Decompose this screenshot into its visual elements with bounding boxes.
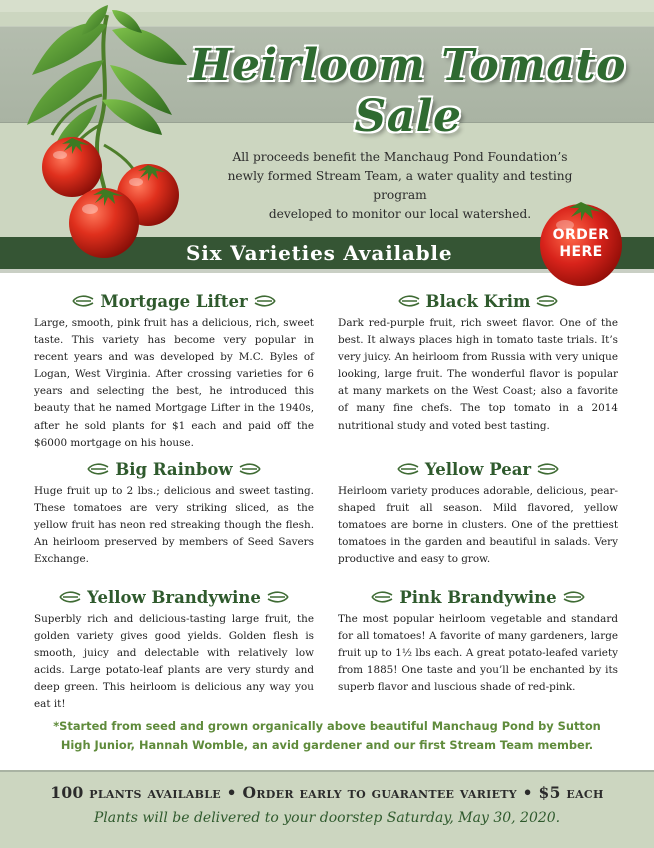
order-here-label[interactable] <box>537 227 625 261</box>
variety-yellow-brandywine <box>34 586 314 714</box>
tomato-plant-illustration <box>12 5 202 263</box>
variety-name: Yellow Brandywine <box>87 587 261 607</box>
variety-description: Heirloom variety produces adorable, delicious, pear-shaped fruit all season. Mild flavored, yellow tomatoes are borne in clusters. One of the prettiest tomatoes in the garden and beautiful in salads. Very productive and easy to grow. <box>338 485 618 566</box>
leaf-flourish-icon <box>254 295 276 307</box>
pricing-line: 100 plants available • Order early to guarantee variety • $5 each <box>50 783 604 802</box>
variety-description: Huge fruit up to 2 lbs.; delicious and sweet tasting. These tomatoes are very striking sliced, as the yellow fruit has neon red streaking though the flesh. An heirloom preserved by members of Seed Savers Exchange. <box>34 485 314 566</box>
variety-black-krim <box>338 290 618 435</box>
order-here-line1[interactable]: ORDER <box>552 227 610 243</box>
variety-heading <box>338 290 618 312</box>
leaf-flourish-icon <box>267 591 289 603</box>
leaf-flourish-icon <box>536 295 558 307</box>
leaf-flourish-icon <box>371 591 393 603</box>
variety-pink-brandywine <box>338 586 618 696</box>
variety-description: Large, smooth, pink fruit has a delicious, rich, sweet taste. This variety has become very popular in recent years and was developed by M.C. Byles of Logan, West Virginia. After crossing varieties for 6 years and selecting the best, he introduced this beauty that he named Mortgage Lifter in the 1940s, after he sold plants for $1 each and paid off the $6000 mortgage on his house. <box>34 317 314 449</box>
variety-mortgage-lifter <box>34 290 314 452</box>
leaf-flourish-icon <box>59 591 81 603</box>
variety-heading <box>34 290 314 312</box>
leaf-flourish-icon <box>239 463 261 475</box>
benefit-line: All proceeds benefit the Manchaug Pond Foundation’s <box>232 150 568 164</box>
order-here-line2[interactable]: HERE <box>559 244 603 260</box>
footer-rule <box>0 770 654 772</box>
variety-name: Yellow Pear <box>424 459 532 479</box>
delivery-line: Plants will be delivered to your doorstep Saturday, May 30, 2020. <box>93 810 561 826</box>
variety-name: Mortgage Lifter <box>100 291 248 311</box>
variety-description: The most popular heirloom vegetable and standard for all tomatoes! A favorite of many gardeners, large fruit up to 1½ lbs each. A great potato-leafed variety from 1885! One taste and you’ll be enchanted by its superb flavor and luscious shade of red-pink. <box>338 613 618 694</box>
variety-heading <box>34 458 314 480</box>
footer <box>0 770 654 848</box>
leaf-flourish-icon <box>72 295 94 307</box>
benefit-line: developed to monitor our local watershed. <box>268 207 532 221</box>
benefit-line: newly formed Stream Team, a water quality and testing program <box>227 169 573 202</box>
leaf-flourish-icon <box>563 591 585 603</box>
variety-heading <box>34 586 314 608</box>
variety-description: Dark red-purple fruit, rich sweet flavor. One of the best. It always places high in tomato taste trials. It’s very juicy. An heirloom from Russia with very unique looking, large fruit. The wonderful flavor is popular at many markets on the West Coast; also a favorite of many fine chefs. The top tomato in a 2014 nutritional study and voted best tasting. <box>338 317 618 432</box>
variety-name: Big Rainbow <box>115 459 233 479</box>
variety-heading <box>338 586 618 608</box>
variety-description: Superbly rich and delicious-tasting large fruit, the golden variety gives good yields. Golden flesh is smooth, juicy and delectable with relatively low acids. Large potato-leaf plants are very sturdy and deep green. This heirloom is delicious any way you eat it! <box>34 613 314 711</box>
leaf-flourish-icon <box>537 463 559 475</box>
grower-footnote: *Started from seed and grown organically above beautiful Manchaug Pond by Sutton High Junior, Hannah Womble, an avid gardener and our first Stream Team member. <box>53 719 601 752</box>
varieties-banner-text: Six Varieties Available <box>186 241 453 265</box>
variety-name: Pink Brandywine <box>399 587 557 607</box>
leaf-flourish-icon <box>398 295 420 307</box>
page-title: Heirloom Tomato Sale <box>189 40 627 142</box>
variety-heading <box>338 458 618 480</box>
variety-yellow-pear <box>338 458 618 568</box>
variety-big-rainbow <box>34 458 314 568</box>
leaf-flourish-icon <box>397 463 419 475</box>
leaf-flourish-icon <box>87 463 109 475</box>
variety-name: Black Krim <box>425 291 531 311</box>
